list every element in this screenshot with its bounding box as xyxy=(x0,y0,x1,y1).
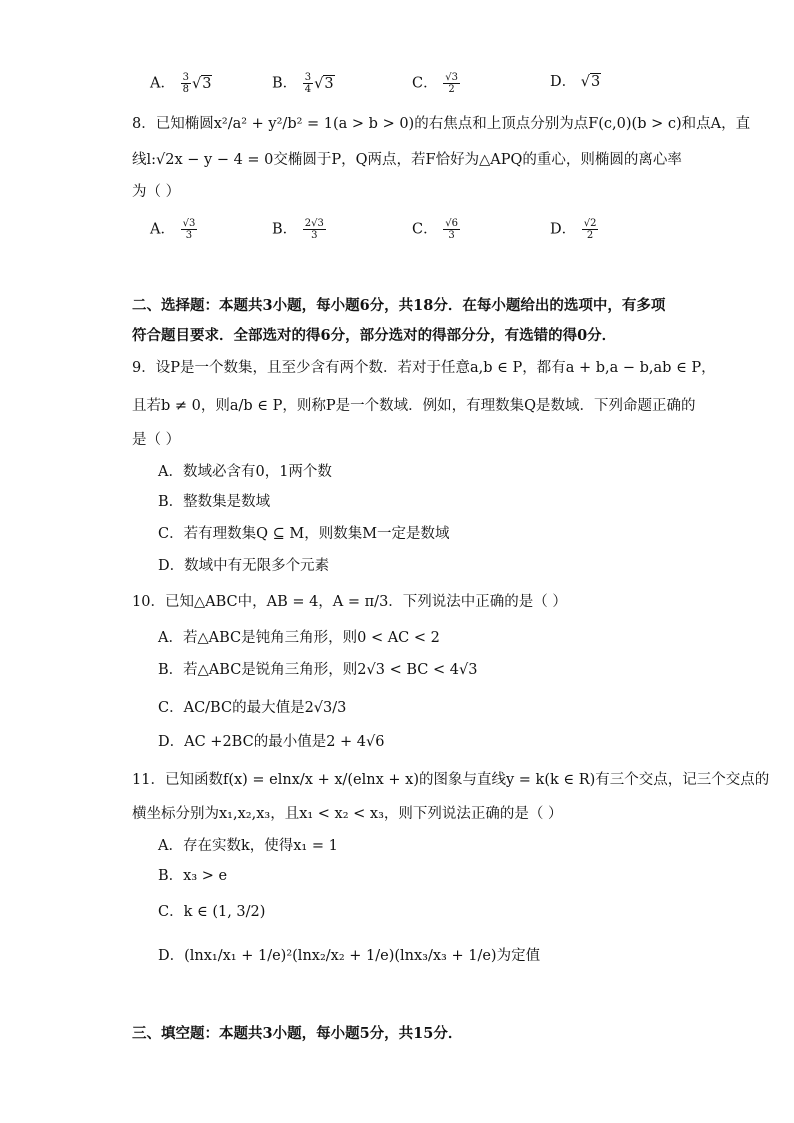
q8-stem-line-2: 线l:√2x − y − 4 = 0交椭圆于P，Q两点，若F恰好为△APQ的重心，则椭圆的离心率 xyxy=(132,152,682,168)
section-2-title-line-2: 符合题目要求．全部选对的得6分，部分选对的得部分分，有选错的得0分． xyxy=(132,327,617,344)
q8-stem-line-3: 为（ ） xyxy=(132,184,181,200)
q7-option-a[interactable]: A． $\frac{3}{8}$ √3 xyxy=(150,72,212,95)
q7-option-c[interactable]: C． $\frac{√3}{2}$ xyxy=(412,72,458,95)
q8-option-b[interactable]: B． $\frac{2√3}{3}$ xyxy=(272,218,324,241)
q9-option-a[interactable]: A．数域必含有0，1两个数 xyxy=(158,464,332,480)
section-3-title: 三、填空题：本题共3小题，每小题5分，共15分． xyxy=(132,1025,463,1042)
q11-option-c[interactable]: C．k ∈ (1, 3/2) xyxy=(158,904,266,920)
q7-option-b[interactable]: B． $\frac{3}{4}$ √3 xyxy=(272,72,334,95)
q11-stem-line-1: 11．已知函数f(x) = elnx/x + x/(elnx + x)的图象与直线y = k(k ∈ R)有三个交点，记三个交点的 xyxy=(132,772,770,788)
q9-option-d[interactable]: D．数域中有无限多个元素 xyxy=(158,558,330,574)
section-2-title-line-1: 二、选择题：本题共3小题，每小题6分，共18分．在每小题给出的选项中，有多项 xyxy=(132,297,666,314)
q11-option-d[interactable]: D．(lnx₁/x₁ + 1/e)²(lnx₂/x₂ + 1/e)(lnx₃/x₃ + 1/e)为定值 xyxy=(158,948,541,964)
q9-stem-line-2: 且若b ≠ 0，则a/b ∈ P，则称P是一个数域．例如，有理数集Q是数域．下列命题正确的 xyxy=(132,398,696,414)
q7-option-d[interactable]: D． √3 xyxy=(550,74,601,90)
sqrt-sign: √3 xyxy=(580,74,601,90)
q10-option-d[interactable]: D．AC +2BC的最小值是2 + 4√6 xyxy=(158,734,385,750)
q10-option-b[interactable]: B．若△ABC是锐角三角形，则2√3 < BC < 4√3 xyxy=(158,662,478,678)
q10-option-a[interactable]: A．若△ABC是钝角三角形，则0 < AC < 2 xyxy=(158,630,440,646)
q9-option-c[interactable]: C．若有理数集Q ⊆ M，则数集M一定是数域 xyxy=(158,526,450,542)
sqrt-sign: √3 xyxy=(314,75,334,92)
q9-option-b[interactable]: B．整数集是数域 xyxy=(158,494,271,510)
q9-stem-line-1: 9．设P是一个数集，且至少含有两个数．若对于任意a,b ∈ P，都有a + b,a − b,ab ∈ P， xyxy=(132,360,716,376)
q11-option-b[interactable]: B．x₃ > e xyxy=(158,868,228,884)
q10-stem: 10．已知△ABC中，AB = 4，A = π/3．下列说法中正确的是（ ） xyxy=(132,594,567,610)
q9-stem-line-3: 是（ ） xyxy=(132,432,181,448)
sqrt-sign: √3 xyxy=(191,75,212,92)
q8-option-a[interactable]: A． $\frac{√3}{3}$ xyxy=(150,218,196,241)
q8-options xyxy=(150,218,710,242)
q8-option-d[interactable]: D． $\frac{√2}{2}$ xyxy=(550,218,597,241)
q11-stem-line-2: 横坐标分别为x₁,x₂,x₃，且x₁ < x₂ < x₃，则下列说法正确的是（ ） xyxy=(132,806,563,822)
q7-options xyxy=(150,72,710,96)
q11-option-a[interactable]: A．存在实数k，使得x₁ = 1 xyxy=(158,838,338,854)
q10-option-c[interactable]: C．AC/BC的最大值是2√3/3 xyxy=(158,700,347,716)
q8-stem-line-1: 8．已知椭圆x²/a² + y²/b² = 1(a > b > 0)的右焦点和上顶点分别为点F(c,0)(b > c)和点A，直 xyxy=(132,116,751,132)
q8-option-c[interactable]: C． $\frac{√6}{3}$ xyxy=(412,218,458,241)
